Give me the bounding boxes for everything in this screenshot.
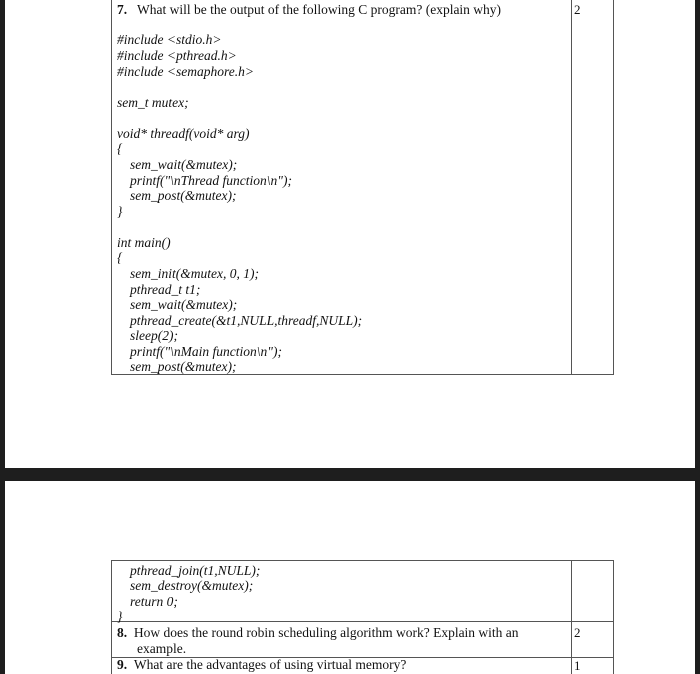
table-left-border: [111, 0, 112, 374]
code-line: }: [117, 609, 123, 624]
code-line: pthread_create(&t1,NULL,threadf,NULL);: [130, 313, 363, 328]
code-line: void* threadf(void* arg): [117, 126, 250, 141]
code-line: #include <pthread.h>: [117, 48, 237, 63]
code-line: printf("\nMain function\n");: [130, 344, 282, 359]
question-9-row: [117, 657, 406, 673]
question-8-number: 8.: [117, 625, 128, 640]
question-9-number: 9.: [117, 657, 128, 672]
question-7-row: [117, 2, 501, 18]
code-line: sem_wait(&mutex);: [130, 297, 238, 312]
page-separator: [0, 468, 700, 481]
table-top-border: [111, 560, 614, 561]
table-right-border: [613, 0, 614, 374]
code-line: sem_wait(&mutex);: [130, 157, 238, 172]
marks-column-border: [571, 0, 572, 374]
code-line: int main(): [117, 235, 171, 250]
code-line: sem_t mutex;: [117, 95, 189, 110]
question-8-text: How does the round robin scheduling algorithm work? Explain with an: [133, 625, 519, 640]
code-line: }: [117, 204, 123, 219]
question-8-marks: 2: [574, 625, 581, 640]
question-8-row: [117, 625, 519, 641]
row-divider: [111, 621, 614, 622]
code-line: sem_post(&mutex);: [130, 359, 237, 374]
code-line: pthread_t t1;: [130, 282, 201, 297]
question-9-marks: 1: [574, 658, 581, 673]
page-1: [5, 0, 695, 468]
code-line: sem_destroy(&mutex);: [130, 578, 254, 593]
code-line: printf("\nThread function\n");: [130, 173, 292, 188]
question-9-text: What are the advantages of using virtual memory?: [133, 657, 407, 672]
code-line: return 0;: [130, 594, 178, 609]
question-7-marks: 2: [574, 2, 581, 17]
question-7-number: 7.: [117, 2, 128, 17]
code-line: {: [117, 141, 123, 156]
question-7-text: What will be the output of the following C program? (explain why): [137, 2, 502, 17]
code-line: #include <stdio.h>: [117, 32, 222, 47]
page-2: [5, 481, 695, 674]
code-line: sem_init(&mutex, 0, 1);: [130, 266, 259, 281]
right-dark-edge: [695, 0, 700, 674]
question-8-text-continued: example.: [137, 641, 187, 656]
code-line: {: [117, 250, 123, 265]
code-line: #include <semaphore.h>: [117, 64, 254, 79]
code-line: sem_post(&mutex);: [130, 188, 237, 203]
code-line: pthread_join(t1,NULL);: [130, 563, 261, 578]
code-line: sleep(2);: [130, 328, 178, 343]
